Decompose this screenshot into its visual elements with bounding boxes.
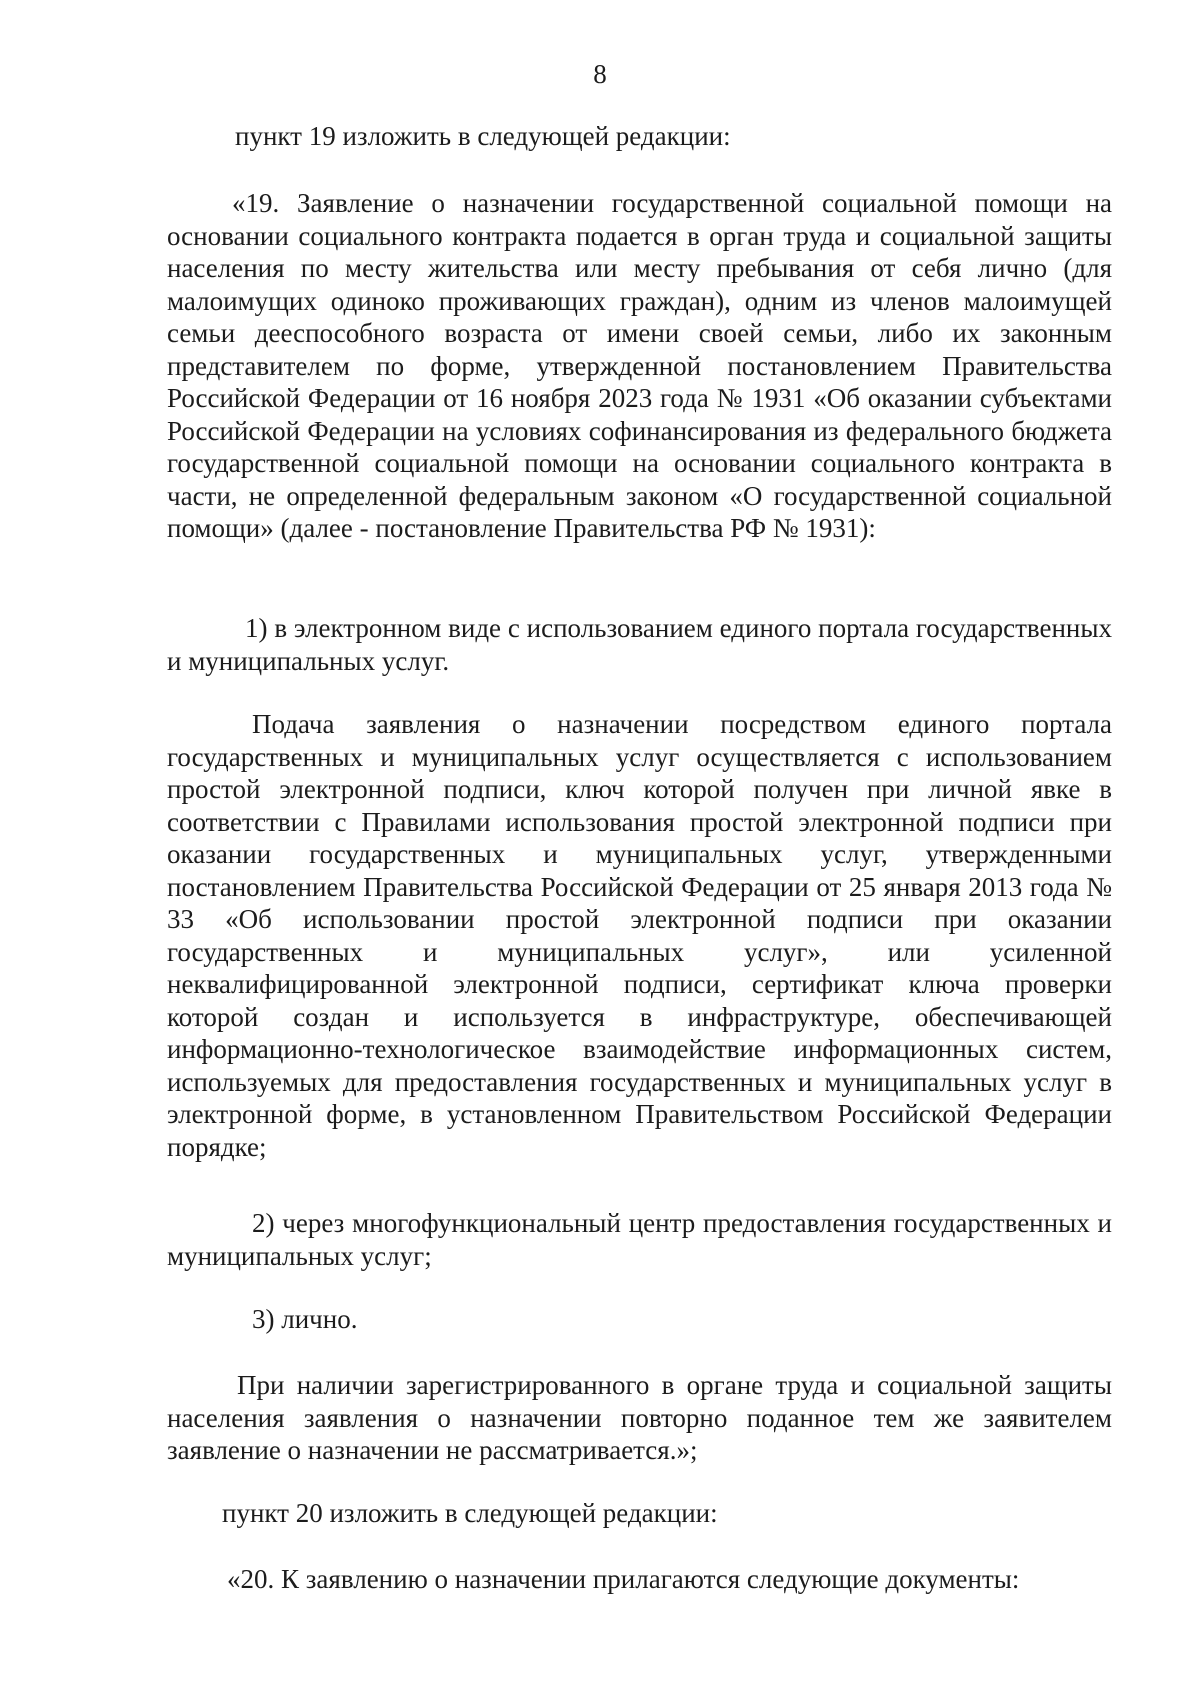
paragraph-repeat-note: При наличии зарегистрированного в органе труда и социальной защиты населения заявления о назначении повторно поданное тем же заявителем заявление о назначении не рассматривается.»; [167,1370,1112,1465]
paragraph-list-item-1: 1) в электронном виде с использованием единого портала государственных и муниципальных услуг. [167,613,1112,676]
paragraph-list-item-2: 2) через многофункциональный центр предоставления государственных и муниципальных услуг; [167,1208,1112,1271]
page-number: 8 [593,59,607,89]
paragraph-item-20: «20. К заявлению о назначении прилагаются следующие документы: [227,1564,1020,1594]
paragraph-intro-19: пункт 19 изложить в следующей редакции: [235,121,731,151]
paragraph-list-item-3: 3) лично. [252,1304,358,1334]
paragraph-intro-20: пункт 20 изложить в следующей редакции: [222,1498,718,1528]
paragraph-submission-note: Подача заявления о назначении посредством единого портала государственных и муниципальных услуг осуществляется с использованием простой электронной подписи, ключ которой получен при личной явке в соответствии с Правилами использования простой электронной подписи при оказании государственных и муниципальных услуг, утвержденными постановлением Правительства Российской Федерации от 25 января 2013 года № 33 «Об использовании простой электронной подписи при оказании государственных и муниципальных услуг», или усиленной неквалифицированной электронной подписи, сертификат ключа проверки которой создан и используется в инфраструктуре, обеспечивающей информационно-технологическое взаимодействие информационных систем, используемых для предоставления государственных и муниципальных услуг в электронной форме, в установленном Правительством Российской Федерации порядке; [167,709,1112,1162]
paragraph-item-19: «19. Заявление о назначении государственной социальной помощи на основании социального контракта подается в орган труда и социальной защиты населения по месту жительства или месту пребывания от себя лично (для малоимущих одиноко проживающих граждан), одним из членов малоимущей семьи дееспособного возраста от имени своей семьи, либо их законным представителем по форме, утвержденной постановлением Правительства Российской Федерации от 16 ноября 2023 года № 1931 «Об оказании субъектами Российской Федерации на условиях софинансирования из федерального бюджета государственной социальной помощи на основании социального контракта в части, не определенной федеральным законом «О государственной социальной помощи» (далее - постановление Правительства РФ № 1931): [167,188,1112,543]
